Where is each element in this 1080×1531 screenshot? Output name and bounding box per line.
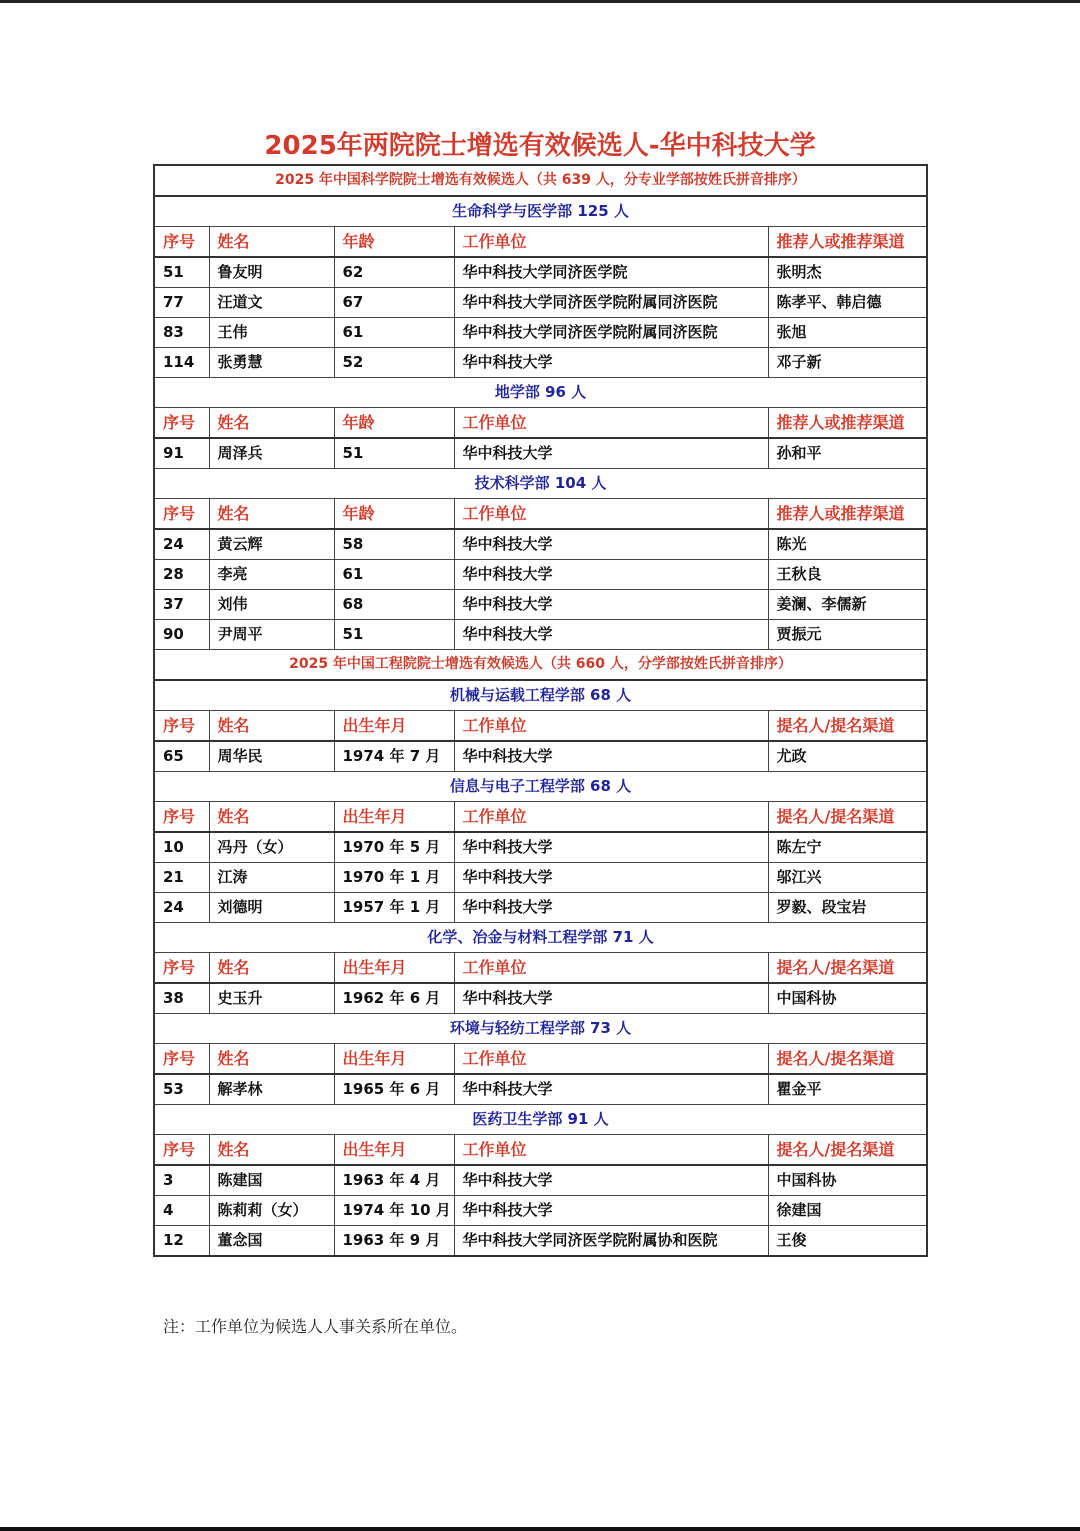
cell-index: 38	[154, 983, 209, 1014]
cell-index: 83	[154, 318, 209, 348]
column-header-row	[154, 1044, 927, 1075]
table-row	[154, 741, 927, 772]
cell-work-unit: 华中科技大学	[454, 560, 768, 590]
cell-index: 10	[154, 832, 209, 863]
header-index: 序号	[154, 802, 209, 833]
header-nominator: 推荐人或推荐渠道	[768, 408, 927, 439]
header-name: 姓名	[209, 802, 334, 833]
header-nominator: 提名人/提名渠道	[768, 1044, 927, 1075]
cell-age-or-birth: 62	[334, 257, 454, 288]
cell-name: 鲁友明	[209, 257, 334, 288]
cell-name: 陈莉莉（女）	[209, 1196, 334, 1226]
cell-name: 黄云辉	[209, 529, 334, 560]
header-name: 姓名	[209, 499, 334, 530]
cell-name: 尹周平	[209, 620, 334, 650]
header-index: 序号	[154, 1135, 209, 1166]
cell-nominator: 张明杰	[768, 257, 927, 288]
cell-nominator: 中国科协	[768, 1165, 927, 1196]
department-row	[154, 378, 927, 408]
cell-age-or-birth: 68	[334, 590, 454, 620]
cell-index: 65	[154, 741, 209, 772]
cell-work-unit: 华中科技大学同济医学院附属协和医院	[454, 1226, 768, 1257]
header-index: 序号	[154, 499, 209, 530]
table-row	[154, 560, 927, 590]
department-name: 环境与轻纺工程学部 73 人	[154, 1014, 927, 1044]
cell-name: 周华民	[209, 741, 334, 772]
department-row	[154, 469, 927, 499]
cell-nominator: 孙和平	[768, 438, 927, 469]
table-row	[154, 620, 927, 650]
header-age-or-birth: 出生年月	[334, 1135, 454, 1166]
footnote: 注：工作单位为候选人人事关系所在单位。	[163, 1317, 468, 1336]
cell-age-or-birth: 61	[334, 560, 454, 590]
page-title: 2025年两院院士增选有效候选人-华中科技大学	[264, 131, 816, 161]
header-nominator: 提名人/提名渠道	[768, 802, 927, 833]
header-work-unit: 工作单位	[454, 953, 768, 984]
cell-index: 51	[154, 257, 209, 288]
cell-index: 12	[154, 1226, 209, 1257]
table-row	[154, 1165, 927, 1196]
cell-work-unit: 华中科技大学	[454, 1165, 768, 1196]
column-header-row	[154, 408, 927, 439]
cell-work-unit: 华中科技大学	[454, 590, 768, 620]
department-row	[154, 196, 927, 227]
table-row	[154, 529, 927, 560]
header-age-or-birth: 年龄	[334, 408, 454, 439]
cell-age-or-birth: 1970 年 1 月	[334, 863, 454, 893]
cell-age-or-birth: 67	[334, 288, 454, 318]
academy-heading-row	[154, 650, 927, 681]
cell-index: 114	[154, 348, 209, 378]
cell-age-or-birth: 1965 年 6 月	[334, 1074, 454, 1105]
cell-name: 刘德明	[209, 893, 334, 923]
cell-index: 21	[154, 863, 209, 893]
table-row	[154, 1196, 927, 1226]
table-row	[154, 257, 927, 288]
cell-name: 张勇慧	[209, 348, 334, 378]
cell-age-or-birth: 58	[334, 529, 454, 560]
cell-nominator: 陈左宁	[768, 832, 927, 863]
column-header-row	[154, 227, 927, 258]
cell-nominator: 王俊	[768, 1226, 927, 1257]
department-row	[154, 923, 927, 953]
cell-work-unit: 华中科技大学同济医学院附属同济医院	[454, 318, 768, 348]
header-nominator: 推荐人或推荐渠道	[768, 227, 927, 258]
cell-work-unit: 华中科技大学同济医学院附属同济医院	[454, 288, 768, 318]
header-age-or-birth: 出生年月	[334, 711, 454, 742]
table-row	[154, 318, 927, 348]
header-work-unit: 工作单位	[454, 408, 768, 439]
cell-age-or-birth: 61	[334, 318, 454, 348]
cell-name: 刘伟	[209, 590, 334, 620]
table-row	[154, 983, 927, 1014]
cell-work-unit: 华中科技大学	[454, 741, 768, 772]
cell-name: 史玉升	[209, 983, 334, 1014]
header-work-unit: 工作单位	[454, 802, 768, 833]
cell-index: 37	[154, 590, 209, 620]
academy-heading-row	[154, 165, 927, 196]
header-name: 姓名	[209, 408, 334, 439]
header-index: 序号	[154, 408, 209, 439]
table-row	[154, 1226, 927, 1257]
department-name: 生命科学与医学部 125 人	[154, 196, 927, 227]
header-index: 序号	[154, 953, 209, 984]
bottom-border-rule	[0, 1527, 1080, 1531]
cell-name: 周泽兵	[209, 438, 334, 469]
cell-nominator: 邬江兴	[768, 863, 927, 893]
header-work-unit: 工作单位	[454, 711, 768, 742]
department-name: 医药卫生学部 91 人	[154, 1105, 927, 1135]
department-row	[154, 772, 927, 802]
cell-work-unit: 华中科技大学同济医学院	[454, 257, 768, 288]
header-name: 姓名	[209, 1135, 334, 1166]
cell-name: 王伟	[209, 318, 334, 348]
table-row	[154, 863, 927, 893]
cell-name: 汪道文	[209, 288, 334, 318]
header-work-unit: 工作单位	[454, 499, 768, 530]
header-name: 姓名	[209, 227, 334, 258]
cell-work-unit: 华中科技大学	[454, 832, 768, 863]
table-row	[154, 832, 927, 863]
cell-index: 4	[154, 1196, 209, 1226]
cell-index: 24	[154, 893, 209, 923]
header-age-or-birth: 出生年月	[334, 953, 454, 984]
cell-name: 董念国	[209, 1226, 334, 1257]
cell-name: 李亮	[209, 560, 334, 590]
cell-age-or-birth: 1974 年 7 月	[334, 741, 454, 772]
table-row	[154, 590, 927, 620]
cell-work-unit: 华中科技大学	[454, 983, 768, 1014]
cell-nominator: 瞿金平	[768, 1074, 927, 1105]
header-nominator: 推荐人或推荐渠道	[768, 499, 927, 530]
header-nominator: 提名人/提名渠道	[768, 1135, 927, 1166]
header-index: 序号	[154, 711, 209, 742]
cell-age-or-birth: 1962 年 6 月	[334, 983, 454, 1014]
cell-age-or-birth: 51	[334, 620, 454, 650]
department-name: 机械与运载工程学部 68 人	[154, 680, 927, 711]
header-age-or-birth: 出生年月	[334, 1044, 454, 1075]
cell-nominator: 尤政	[768, 741, 927, 772]
header-work-unit: 工作单位	[454, 227, 768, 258]
table-row	[154, 438, 927, 469]
department-name: 化学、冶金与材料工程学部 71 人	[154, 923, 927, 953]
table-row	[154, 1074, 927, 1105]
header-nominator: 提名人/提名渠道	[768, 711, 927, 742]
candidates-table	[153, 164, 928, 1257]
cell-age-or-birth: 1963 年 4 月	[334, 1165, 454, 1196]
header-index: 序号	[154, 1044, 209, 1075]
cell-nominator: 徐建国	[768, 1196, 927, 1226]
cell-age-or-birth: 1974 年 10 月	[334, 1196, 454, 1226]
cell-age-or-birth: 1957 年 1 月	[334, 893, 454, 923]
column-header-row	[154, 499, 927, 530]
table-row	[154, 893, 927, 923]
cell-nominator: 贾振元	[768, 620, 927, 650]
department-row	[154, 1105, 927, 1135]
cell-index: 90	[154, 620, 209, 650]
department-row	[154, 1014, 927, 1044]
column-header-row	[154, 711, 927, 742]
cell-work-unit: 华中科技大学	[454, 1196, 768, 1226]
department-name: 技术科学部 104 人	[154, 469, 927, 499]
cell-work-unit: 华中科技大学	[454, 348, 768, 378]
cell-work-unit: 华中科技大学	[454, 529, 768, 560]
department-name: 地学部 96 人	[154, 378, 927, 408]
cell-nominator: 中国科协	[768, 983, 927, 1014]
header-name: 姓名	[209, 1044, 334, 1075]
header-age-or-birth: 出生年月	[334, 802, 454, 833]
cell-nominator: 罗毅、段宝岩	[768, 893, 927, 923]
cell-nominator: 姜澜、李儒新	[768, 590, 927, 620]
table-row	[154, 348, 927, 378]
top-border-rule	[0, 0, 1080, 3]
cell-index: 91	[154, 438, 209, 469]
cell-index: 53	[154, 1074, 209, 1105]
header-age-or-birth: 年龄	[334, 499, 454, 530]
header-name: 姓名	[209, 953, 334, 984]
cell-name: 江涛	[209, 863, 334, 893]
cell-name: 解孝林	[209, 1074, 334, 1105]
cell-nominator: 张旭	[768, 318, 927, 348]
header-age-or-birth: 年龄	[334, 227, 454, 258]
header-work-unit: 工作单位	[454, 1044, 768, 1075]
cell-name: 冯丹（女）	[209, 832, 334, 863]
cell-name: 陈建国	[209, 1165, 334, 1196]
department-name: 信息与电子工程学部 68 人	[154, 772, 927, 802]
academy-heading: 2025 年中国科学院院士增选有效候选人（共 639 人，分专业学部按姓氏拼音排序）	[154, 165, 927, 196]
cell-nominator: 陈孝平、韩启德	[768, 288, 927, 318]
header-nominator: 提名人/提名渠道	[768, 953, 927, 984]
column-header-row	[154, 953, 927, 984]
cell-index: 24	[154, 529, 209, 560]
cell-work-unit: 华中科技大学	[454, 1074, 768, 1105]
cell-index: 77	[154, 288, 209, 318]
cell-work-unit: 华中科技大学	[454, 438, 768, 469]
department-row	[154, 680, 927, 711]
cell-index: 3	[154, 1165, 209, 1196]
cell-index: 28	[154, 560, 209, 590]
cell-age-or-birth: 52	[334, 348, 454, 378]
cell-work-unit: 华中科技大学	[454, 893, 768, 923]
cell-nominator: 邓子新	[768, 348, 927, 378]
header-name: 姓名	[209, 711, 334, 742]
academy-heading: 2025 年中国工程院院士增选有效候选人（共 660 人，分学部按姓氏拼音排序）	[154, 650, 927, 681]
column-header-row	[154, 802, 927, 833]
cell-age-or-birth: 1970 年 5 月	[334, 832, 454, 863]
header-index: 序号	[154, 227, 209, 258]
cell-nominator: 王秋良	[768, 560, 927, 590]
cell-work-unit: 华中科技大学	[454, 863, 768, 893]
cell-nominator: 陈光	[768, 529, 927, 560]
column-header-row	[154, 1135, 927, 1166]
cell-age-or-birth: 51	[334, 438, 454, 469]
header-work-unit: 工作单位	[454, 1135, 768, 1166]
table-row	[154, 288, 927, 318]
cell-work-unit: 华中科技大学	[454, 620, 768, 650]
cell-age-or-birth: 1963 年 9 月	[334, 1226, 454, 1257]
